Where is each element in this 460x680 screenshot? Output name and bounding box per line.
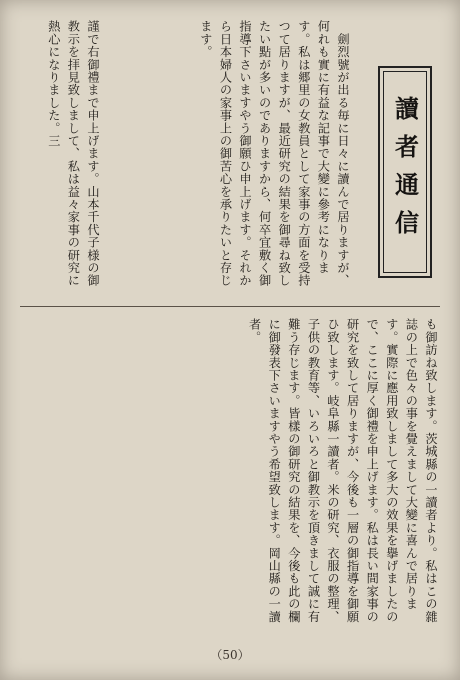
lower-text-block: も御訪ね致します。茨城縣の一讀者より。私はこの雜誌の上で色々の事を覺えまして大變に喜んで居ります。實際に應用致しまして多大の效果を擧げましたので、ここに厚く御禮を申上げます。私は長い間家事の研究を致して居りますが、今後も一層の御指導を御願ひ致します。岐阜縣一讀者。米の研究、衣服の整理、子供の教育等、いろいろと御教示を頂きまして誠に有難う存じます。皆樣の御研究の結果を、今後も此の欄に御發表下さいますやう希望致します。岡山縣の一讀者。 bbox=[247, 318, 438, 623]
upper-right-text-block: 劍烈號が出る毎に日々に讀んで居りますが、何れも實に有益な記事で大變に參考になります。私は郷里の女教員として家事の方面を受持つて居りますが、最近研究の結果を御尋ね致したい點が多いのでありますから、何卒宜敷く御指導下さいますやう御願ひ申上げます。それから日本婦人の家事上の御苦心を承りたいと存じます。 bbox=[198, 20, 350, 287]
upper-left-text-block: 謹で右御禮まで申上げます。山本千代子様の御教示を拝見致しまして、私は益々家事の研究に熱心になりました。三 bbox=[46, 20, 100, 287]
section-divider bbox=[20, 306, 440, 307]
page-number: （50） bbox=[210, 648, 250, 662]
section-title: 讀者通信 bbox=[390, 96, 419, 248]
section-title-box bbox=[378, 66, 432, 278]
